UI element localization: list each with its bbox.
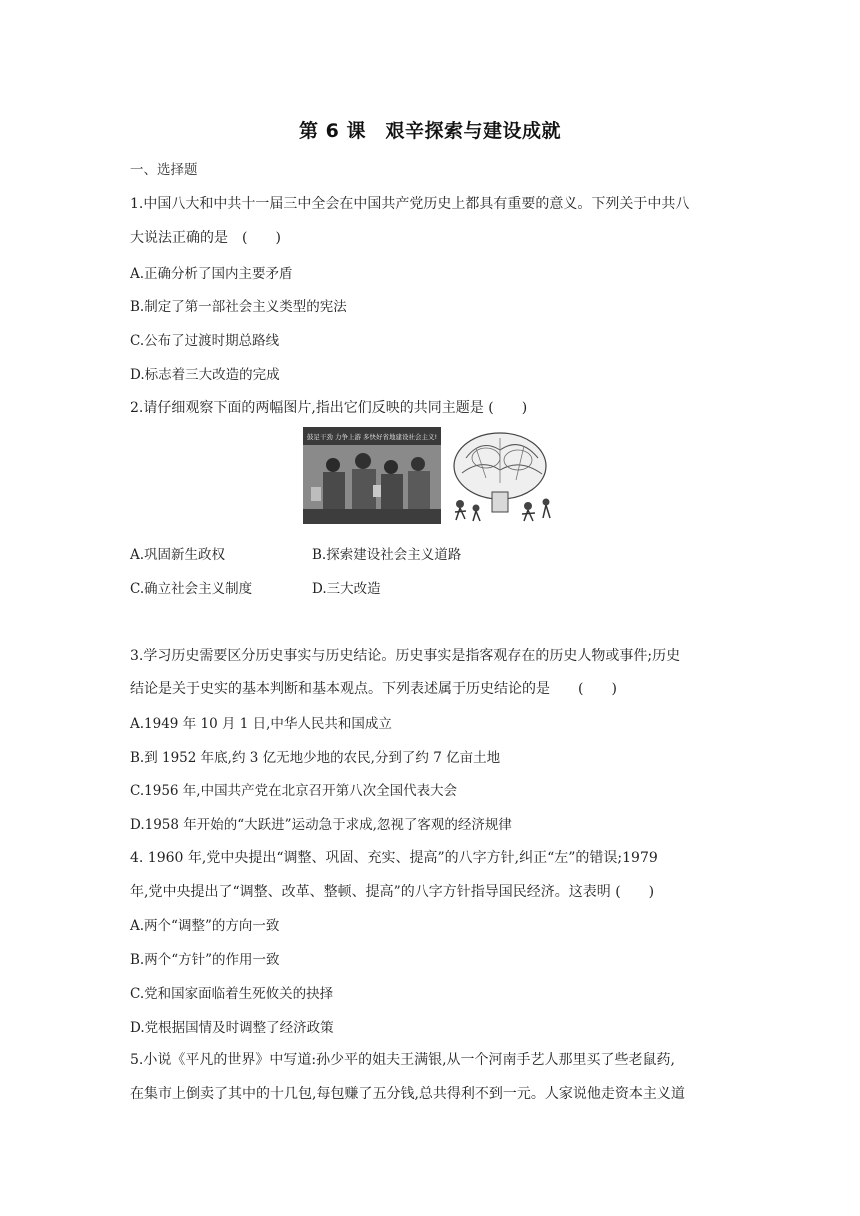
question-2-option-b: B.探索建设社会主义道路	[312, 547, 462, 563]
page-title: 第 6 课 艰辛探索与建设成就	[299, 120, 561, 142]
question-1-stem-line-2: 大说法正确的是 ( )	[130, 230, 281, 246]
question-4-option-b: B.两个“方针”的作用一致	[130, 952, 280, 968]
question-3-stem-line-2: 结论是关于史实的基本判断和基本观点。下列表述属于历史结论的是 ( )	[130, 681, 617, 697]
question-2-stem: 2.请仔细观察下面的两幅图片,指出它们反映的共同主题是 ( )	[130, 400, 528, 416]
question-3-option-a: A.1949 年 10 月 1 日,中华人民共和国成立	[130, 716, 392, 732]
question-5-stem-line-2: 在集市上倒卖了其中的十几包,每包赚了五分钱,总共得利不到一元。人家说他走资本主义道	[130, 1086, 685, 1102]
question-3-option-d: D.1958 年开始的“大跃进”运动急于求成,忽视了客观的经济规律	[130, 817, 512, 833]
question-2-option-d: D.三大改造	[312, 581, 381, 597]
question-4-stem-line-2: 年,党中央提出了“调整、改革、整顿、提高”的八字方针指导国民经济。这表明 ( )	[130, 884, 655, 900]
question-5-stem-line-1: 5.小说《平凡的世界》中写道:孙少平的姐夫王满银,从一个河南手艺人那里买了些老鼠药,	[130, 1052, 675, 1068]
question-1-option-c: C.公布了过渡时期总路线	[130, 333, 280, 349]
question-1-stem-line-1: 1.中国八大和中共十一届三中全会在中国共产党历史上都具有重要的意义。下列关于中共八	[130, 196, 690, 212]
question-1-option-b: B.制定了第一部社会主义类型的宪法	[130, 299, 347, 315]
question-3-stem-line-1: 3.学习历史需要区分历史事实与历史结论。历史事实是指客观存在的历史人物或事件;历史	[130, 648, 681, 664]
question-4-option-d: D.党根据国情及时调整了经济政策	[130, 1020, 334, 1036]
question-3-option-c: C.1956 年,中国共产党在北京召开第八次全国代表大会	[130, 783, 458, 799]
question-4-option-c: C.党和国家面临着生死攸关的抉择	[130, 986, 334, 1002]
giant-cabbage-cartoon-image	[446, 428, 558, 523]
question-4-stem-line-1: 4. 1960 年,党中央提出“调整、巩固、充实、提高”的八字方针,纠正“左”的错误;1979	[130, 850, 658, 866]
question-4-option-a: A.两个“调整”的方向一致	[130, 918, 280, 934]
poster-slogan: 鼓足干劲 力争上游 多快好省地建设社会主义!	[306, 433, 438, 441]
section-heading: 一、选择题	[130, 162, 198, 178]
propaganda-poster-image	[303, 427, 441, 524]
question-3-option-b: B.到 1952 年底,约 3 亿无地少地的农民,分到了约 7 亿亩土地	[130, 750, 501, 766]
question-1-option-a: A.正确分析了国内主要矛盾	[130, 266, 293, 282]
question-2-option-c: C.确立社会主义制度	[130, 581, 253, 597]
question-1-option-d: D.标志着三大改造的完成	[130, 367, 280, 383]
question-2-option-a: A.巩固新生政权	[130, 547, 226, 563]
